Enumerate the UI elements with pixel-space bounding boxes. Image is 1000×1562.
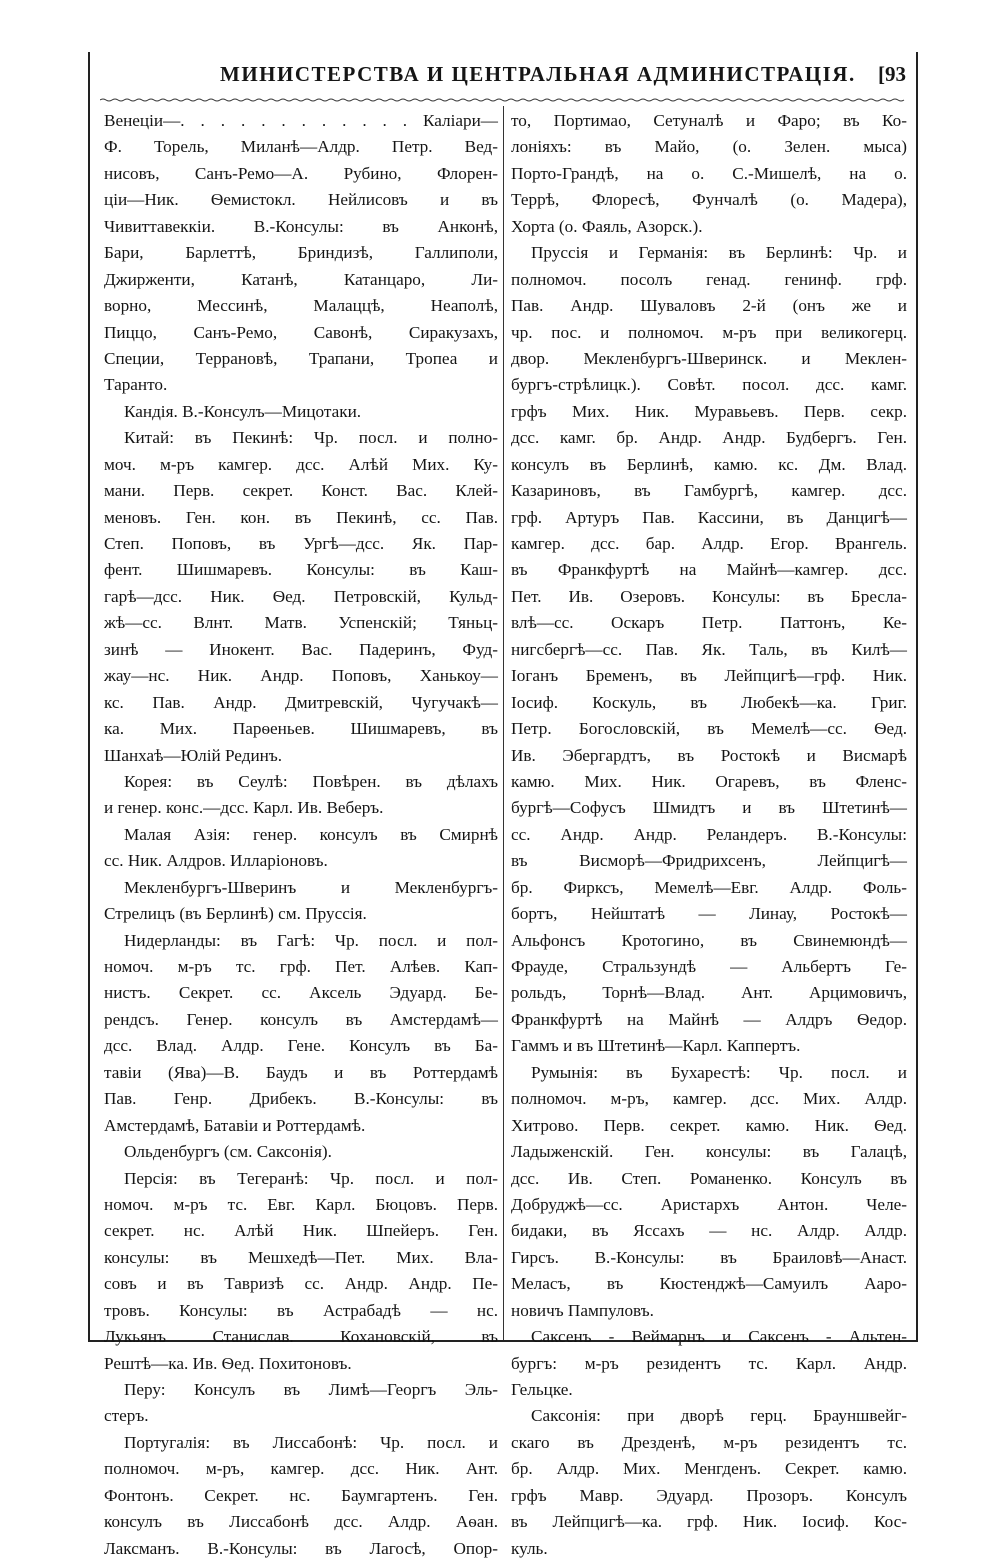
text-line: въ Франкфуртѣ на Майнѣ—камгер. дсс. [511, 560, 907, 580]
text-line: Мекленбургъ-Шверинъ и Мекленбургъ- [124, 877, 498, 897]
left-border-rule [88, 52, 90, 1342]
text-line: Рештѣ—ка. Ив. Ѳед. Похитоновъ. [104, 1353, 352, 1373]
text-line: жау—нс. Ник. Андр. Поповъ, Ханькоу— [104, 666, 498, 686]
text-line: Перу: Консулъ въ Лимѣ—Георгъ Эль- [124, 1380, 498, 1399]
text-line: Іосиф. Коскуль, въ Любекѣ—ка. Григ. [511, 692, 907, 712]
text-line: дсс. Ив. Степ. Романенко. Консулъ въ [511, 1168, 907, 1188]
text-line: Стрелицъ (въ Берлинѣ) см. Пруссія. [104, 904, 367, 924]
text-line: двор. Мекленбургъ-Шверинск. и Меклен- [511, 348, 907, 368]
text-line: консулъ въ Берлинѣ, камю. кс. Дм. Влад. [511, 454, 907, 474]
column-divider [503, 106, 504, 1340]
text-line: Кандія. В.-Консулъ—Мицотаки. [124, 401, 362, 421]
text-line: Чивиттавеккіи. В.-Консулы: въ Анконѣ, [104, 216, 498, 236]
text-line: Китай: въ Пекинѣ: Чр. посл. и полно- [124, 428, 498, 448]
text-line: полномоч. м-ръ, камгер. дсс. Мих. Алдр. [511, 1089, 907, 1109]
text-line: Бари, Барлеттѣ, Бриндизѣ, Галлиполи, [104, 243, 498, 263]
text-line: въ Лейпцигѣ—ка. грф. Ник. Іосиф. Кос- [511, 1512, 907, 1532]
text-line: кс. Пав. Андр. Дмитревскій, Чугучакѣ— [104, 692, 498, 712]
text-line: жѣ—сс. Влнт. Матв. Успенскій; Тяньц- [104, 613, 498, 633]
text-line: бортъ, Нейштатѣ — Линау, Ростокѣ— [511, 904, 907, 924]
text-line: Лаксманъ. В.-Консулы: въ Лагосѣ, Опор- [104, 1538, 498, 1558]
text-line: камгер. дсс. бар. Алдр. Егор. Врангель. [511, 534, 907, 553]
text-line: Фрауде, Стральзундѣ — Альбертъ Ге- [511, 957, 907, 976]
text-line: Франкфуртѣ на Майнѣ — Алдръ Ѳедор. [511, 1009, 907, 1029]
right-border-rule [916, 52, 918, 1342]
text-line: бр. Алдр. Мих. Менгденъ. Секрет. камю. [511, 1459, 907, 1479]
text-line: Пруссія и Германія: въ Берлинѣ: Чр. и [531, 243, 907, 263]
text-line: Румынія: въ Бухарестѣ: Чр. посл. и [531, 1062, 907, 1082]
decorative-wavy-rule [100, 98, 906, 102]
text-line: Петр. Богословскій, въ Мемелѣ—сс. Ѳед. [511, 719, 907, 739]
running-header-title: МИНИСТЕРСТВА И ЦЕНТРАЛЬНАЯ АДМИНИСТРАЦІЯ. [220, 62, 856, 86]
text-line: бр. Фирксъ, Мемелѣ—Евг. Алдр. Фоль- [511, 877, 907, 897]
text-line: Террѣ, Флоресѣ, Фунчалѣ (о. Мадера), [511, 190, 907, 210]
text-line: Гаммъ и въ Штетинѣ—Карл. Каппертъ. [511, 1036, 801, 1056]
text-line: Альфонсъ Кротогино, въ Свинемюндѣ— [511, 930, 907, 950]
text-line: Пиццо, Санъ-Ремо, Савонѣ, Сиракузахъ, [104, 322, 498, 342]
text-line: лоніяхъ: въ Майо, (о. Зелен. мыса) [511, 137, 907, 157]
text-line: въ Висморѣ—Фридрихсенъ, Лейпцигѣ— [511, 851, 907, 871]
text-line: тровъ. Консулы: въ Астрабадѣ — нс. [104, 1300, 498, 1320]
text-line: консулы: въ Мешхедѣ—Пет. Мих. Вла- [104, 1247, 498, 1267]
right-column [511, 108, 907, 1562]
text-line: ціи—Ник. Ѳемистокл. Нейлисовъ и въ [104, 190, 498, 210]
text-line: Добруджѣ—сс. Аристархъ Антон. Челе- [511, 1194, 907, 1214]
text-line: рольдъ, Торнѣ—Влад. Ант. Арцимовичъ, [511, 983, 907, 1003]
text-line: консулъ въ Лиссабонѣ дсс. Алдр. Аѳан. [104, 1512, 498, 1532]
text-line: Саксонія: при дворѣ герц. Брауншвейг- [531, 1406, 907, 1426]
text-line: сс. Ник. Алдров. Илларіоновъ. [104, 851, 328, 871]
text-line: и генер. конс.—дсс. Карл. Ив. Веберъ. [104, 798, 384, 818]
text-line: Амстердамѣ, Батавіи и Роттердамѣ. [104, 1115, 366, 1135]
text-line: ворно, Мессинѣ, Малаццѣ, Неаполѣ, [104, 296, 498, 316]
text-line: фент. Шишмаревъ. Консулы: въ Каш- [104, 560, 498, 580]
page-number: [93 [878, 62, 906, 86]
running-header [100, 62, 906, 96]
text-line: Саксенъ - Веймарнъ и Саксенъ - Альтен- [531, 1327, 907, 1347]
text-line: Пав. Андр. Шуваловъ 2-й (онъ же и [511, 296, 907, 316]
text-line: Пав. Генр. Дрибекъ. В.-Консулы: въ [104, 1089, 498, 1109]
text-line: Меласъ, въ Кюстенджѣ—Самуилъ Ааро- [511, 1274, 907, 1294]
text-line: новичъ Пампуловъ. [511, 1300, 654, 1320]
text-line: меновъ. Ген. кон. въ Пекинѣ, сс. Пав. [104, 507, 498, 527]
text-line: грф. Артуръ Пав. Кассини, въ Данцигѣ— [511, 507, 907, 527]
left-column [104, 108, 498, 1562]
text-line: Фонтонъ. Секрет. нс. Баумгартенъ. Ген. [104, 1485, 498, 1505]
text-line: Венеціи—. . . . . . . . . . . . Каліари— [104, 111, 498, 130]
text-line: Пет. Ив. Озеровъ. Консулы: въ Бресла- [511, 586, 907, 606]
text-line: Джирженти, Катанѣ, Катанцаро, Ли- [104, 269, 498, 289]
text-line: Португалія: въ Лиссабонѣ: Чр. посл. и [124, 1432, 498, 1452]
text-line: то, Портимао, Сетуналѣ и Фаро; въ Ко- [511, 111, 907, 130]
text-line: совъ и въ Тавризѣ сс. Андр. Андр. Пе- [104, 1274, 498, 1294]
text-line: мани. Перв. секрет. Конст. Вас. Клей- [104, 481, 498, 501]
text-line: полномоч. посолъ генад. генинф. грф. [511, 269, 907, 289]
text-line: рендсъ. Генер. консулъ въ Амстердамѣ— [104, 1009, 498, 1029]
text-line: грфъ Мавр. Эдуард. Прозоръ. Консулъ [511, 1485, 907, 1505]
text-line: Таранто. [104, 375, 168, 395]
text-line: Персія: въ Тегеранѣ: Чр. посл. и пол- [124, 1168, 498, 1188]
text-line: нигсбергѣ—сс. Пав. Як. Таль, въ Килѣ— [511, 639, 907, 659]
text-line: Степ. Поповъ, въ Ургѣ—дсс. Як. Пар- [104, 534, 498, 553]
text-line: Хорта (о. Фаяль, Азорск.). [511, 216, 703, 236]
text-line: сс. Андр. Андр. Реландеръ. В.-Консулы: [511, 824, 907, 844]
text-line: Корея: въ Сеулѣ: Повѣрен. въ дѣлахъ [124, 771, 498, 791]
text-line: Хитрово. Перв. секрет. камю. Ник. Ѳед. [511, 1115, 907, 1135]
text-line: Малая Азія: генер. консулъ въ Смирнѣ [124, 824, 498, 844]
text-line: нисовъ, Санъ-Ремо—А. Рубино, Флорен- [104, 163, 498, 183]
text-line: гарѣ—дсс. Ник. Ѳед. Петровскій, Кульд- [104, 586, 498, 606]
text-line: тавіи (Ява)—В. Баудъ и въ Роттердамѣ [104, 1062, 498, 1082]
text-line: Ив. Эбергардтъ, въ Ростокѣ и Висмарѣ [511, 745, 907, 765]
text-line: моч. м-ръ камгер. дсс. Алѣй Мих. Ку- [104, 454, 498, 474]
text-line: Казариновъ, въ Гамбургѣ, камгер. дсс. [511, 481, 907, 501]
text-line: бургъ: м-ръ резидентъ тс. Карл. Андр. [511, 1353, 907, 1373]
text-line: бургѣ—Софусъ Шмидтъ и въ Штетинѣ— [511, 798, 907, 818]
text-line: бидаки, въ Яссахъ — нс. Алдр. Алдр. [511, 1221, 907, 1241]
text-line: Порто-Грандѣ, на о. С.-Мишелѣ, на о. [511, 163, 907, 183]
text-line: нистъ. Секрет. сс. Аксель Эдуард. Бе- [104, 983, 498, 1003]
text-line: бургъ-стрѣлицк.). Совѣт. посол. дсс. камг. [511, 375, 907, 395]
text-line: скаго въ Дрезденѣ, м-ръ резидентъ тс. [511, 1432, 907, 1452]
text-line: стеръ. [104, 1406, 149, 1426]
text-line: номоч. м-ръ тс. грф. Пет. Алѣев. Кап- [104, 957, 498, 976]
text-line: Специи, Террановѣ, Трапани, Тропеа и [104, 348, 498, 368]
text-line: камю. Мих. Ник. Огаревъ, въ Фленс- [511, 771, 907, 791]
text-line: влѣ—сс. Оскаръ Петр. Паттонъ, Ке- [511, 613, 907, 633]
text-line: Ладыженскій. Ген. консулы: въ Галацѣ, [511, 1142, 907, 1162]
text-line: Гирсъ. В.-Консулы: въ Браиловѣ—Анаст. [511, 1247, 907, 1267]
text-line: куль. [511, 1538, 548, 1558]
text-line: номоч. м-ръ тс. Евг. Карл. Бюцовъ. Перв. [104, 1194, 498, 1214]
text-line: Іоганъ Бременъ, въ Лейпцигѣ—грф. Ник. [511, 666, 907, 686]
text-line: Нидерланды: въ Гагѣ: Чр. посл. и пол- [124, 930, 498, 950]
text-line: дсс. камг. бр. Андр. Андр. Будбергъ. Ген. [511, 428, 907, 448]
text-line: дсс. Влад. Алдр. Гене. Консулъ въ Ба- [104, 1036, 498, 1056]
text-line: ка. Мих. Парѳеньев. Шишмаревъ, въ [104, 719, 498, 739]
text-line: грфъ Мих. Ник. Муравьевъ. Перв. секр. [511, 401, 907, 421]
text-line: зинѣ — Инокент. Вас. Падеринъ, Фуд- [104, 639, 498, 659]
text-line: чр. пос. и полномоч. м-ръ при великогерц. [511, 322, 907, 342]
text-line: Шанхаѣ—Юлій Рединъ. [104, 745, 283, 765]
text-line: Гельцке. [511, 1380, 573, 1399]
text-line: Ольденбургъ (см. Саксонія). [124, 1142, 332, 1162]
text-line: Ф. Торель, Миланѣ—Алдр. Петр. Вед- [104, 137, 498, 157]
text-line: Лукьянъ Станислав. Кохановскій, въ [104, 1327, 498, 1347]
text-line: полномоч. м-ръ, камгер. дсс. Ник. Ант. [104, 1459, 498, 1479]
text-line: секрет. нс. Алѣй Ник. Шпейеръ. Ген. [104, 1221, 498, 1241]
